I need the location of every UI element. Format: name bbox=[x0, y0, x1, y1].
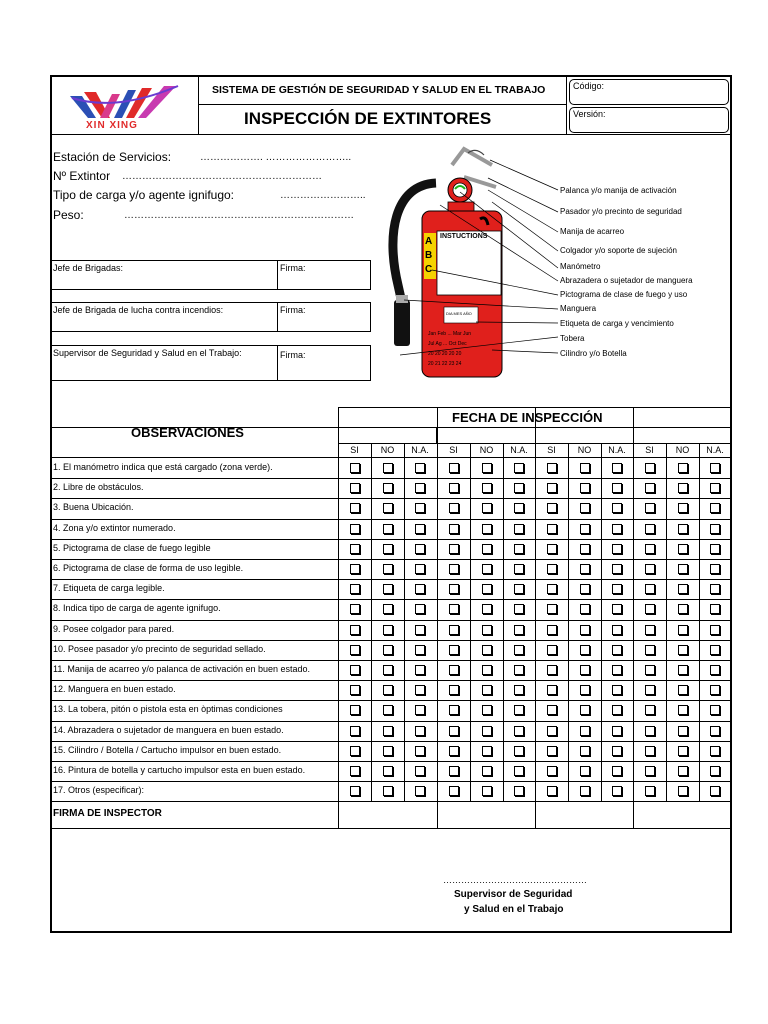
checkbox-na[interactable] bbox=[415, 625, 425, 635]
checkbox-na[interactable] bbox=[710, 685, 720, 695]
checkbox-si[interactable] bbox=[645, 625, 655, 635]
checkbox-no[interactable] bbox=[482, 746, 492, 756]
checkbox-na[interactable] bbox=[415, 645, 425, 655]
checkbox-na[interactable] bbox=[612, 645, 622, 655]
checkbox-no[interactable] bbox=[580, 786, 590, 796]
checkbox-no[interactable] bbox=[383, 604, 393, 614]
svg-text:20 20 20 20 20: 20 20 20 20 20 bbox=[428, 351, 462, 357]
checkbox-si[interactable] bbox=[547, 503, 557, 513]
checkbox-na[interactable] bbox=[514, 463, 524, 473]
checkbox-si[interactable] bbox=[350, 685, 360, 695]
supervisor-box[interactable] bbox=[51, 345, 371, 381]
diagram-leader-lines bbox=[380, 150, 570, 365]
checkbox-no[interactable] bbox=[383, 645, 393, 655]
label-manguera: Manguera bbox=[560, 304, 597, 313]
checkbox-na[interactable] bbox=[415, 786, 425, 796]
checkbox-na[interactable] bbox=[514, 604, 524, 614]
checkbox-na[interactable] bbox=[514, 685, 524, 695]
checkbox-no[interactable] bbox=[580, 665, 590, 675]
checkbox-no[interactable] bbox=[383, 503, 393, 513]
column-header-na: N.A. bbox=[411, 445, 429, 455]
label-manija: Manija de acarreo bbox=[560, 227, 625, 236]
jefe-brigadas-label: Jefe de Brigadas: bbox=[53, 263, 124, 273]
checkbox-si[interactable] bbox=[547, 463, 557, 473]
group-tick bbox=[436, 427, 437, 443]
checkbox-no[interactable] bbox=[383, 584, 393, 594]
checkbox-na[interactable] bbox=[415, 483, 425, 493]
checkbox-na[interactable] bbox=[514, 746, 524, 756]
checkbox-si[interactable] bbox=[350, 503, 360, 513]
checkbox-na[interactable] bbox=[514, 564, 524, 574]
abc-pictogram: A B C bbox=[425, 236, 433, 275]
checkbox-si[interactable] bbox=[547, 705, 557, 715]
observation-item: 3. Buena Ubicación. bbox=[53, 502, 134, 513]
checkbox-na[interactable] bbox=[514, 544, 524, 554]
checkbox-no[interactable] bbox=[678, 726, 688, 736]
checkbox-no[interactable] bbox=[580, 524, 590, 534]
checkbox-no[interactable] bbox=[383, 766, 393, 776]
checkbox-no[interactable] bbox=[678, 564, 688, 574]
checkbox-na[interactable] bbox=[710, 705, 720, 715]
checkbox-na[interactable] bbox=[415, 746, 425, 756]
checkbox-no[interactable] bbox=[678, 766, 688, 776]
label-tobera: Tobera bbox=[560, 334, 585, 343]
checkbox-si[interactable] bbox=[547, 483, 557, 493]
checkbox-si[interactable] bbox=[645, 645, 655, 655]
checkbox-na[interactable] bbox=[514, 584, 524, 594]
column-header-na: N.A. bbox=[510, 445, 528, 455]
checkbox-no[interactable] bbox=[482, 665, 492, 675]
checkbox-si[interactable] bbox=[547, 746, 557, 756]
checkbox-no[interactable] bbox=[678, 625, 688, 635]
checkbox-no[interactable] bbox=[482, 625, 492, 635]
column-header-na: N.A. bbox=[706, 445, 724, 455]
checkbox-na[interactable] bbox=[710, 544, 720, 554]
checkbox-si[interactable] bbox=[449, 665, 459, 675]
firma-label: Firma: bbox=[280, 350, 306, 360]
column-header-si: SI bbox=[645, 445, 654, 455]
observation-item: 9. Posee colgador para pared. bbox=[53, 623, 175, 634]
label-manometro: Manómetro bbox=[560, 262, 601, 271]
checkbox-si[interactable] bbox=[350, 625, 360, 635]
checkbox-si[interactable] bbox=[645, 786, 655, 796]
svg-text:Jul Ag ... Oct Dec: Jul Ag ... Oct Dec bbox=[428, 341, 467, 347]
checkbox-no[interactable] bbox=[678, 463, 688, 473]
column-header-si: SI bbox=[449, 445, 458, 455]
checkbox-na[interactable] bbox=[710, 746, 720, 756]
checkbox-no[interactable] bbox=[678, 665, 688, 675]
checkbox-na[interactable] bbox=[710, 786, 720, 796]
checkbox-na[interactable] bbox=[710, 604, 720, 614]
checkbox-si[interactable] bbox=[350, 564, 360, 574]
checkbox-si[interactable] bbox=[350, 786, 360, 796]
checkbox-no[interactable] bbox=[580, 544, 590, 554]
checkbox-na[interactable] bbox=[710, 766, 720, 776]
checkbox-na[interactable] bbox=[415, 685, 425, 695]
observation-item: 6. Pictograma de clase de forma de uso legible. bbox=[53, 563, 244, 573]
group-tick bbox=[633, 427, 634, 443]
svg-text:Jan Feb ... Mar Jun: Jan Feb ... Mar Jun bbox=[428, 331, 472, 337]
checkbox-no[interactable] bbox=[678, 786, 688, 796]
checkbox-no[interactable] bbox=[580, 726, 590, 736]
checkbox-si[interactable] bbox=[547, 604, 557, 614]
checkbox-na[interactable] bbox=[612, 786, 622, 796]
checkbox-no[interactable] bbox=[678, 503, 688, 513]
peso-label: Peso: bbox=[53, 208, 84, 222]
checkbox-si[interactable] bbox=[449, 786, 459, 796]
estacion-input[interactable]: ………………. …………………….. bbox=[200, 152, 352, 163]
checkbox-si[interactable] bbox=[449, 584, 459, 594]
checkbox-no[interactable] bbox=[580, 685, 590, 695]
footer-supervisor-line2: y Salud en el Trabajo bbox=[464, 904, 564, 915]
checkbox-na[interactable] bbox=[514, 726, 524, 736]
checkbox-si[interactable] bbox=[547, 665, 557, 675]
checkbox-no[interactable] bbox=[482, 463, 492, 473]
checkbox-no[interactable] bbox=[678, 483, 688, 493]
checkbox-no[interactable] bbox=[580, 564, 590, 574]
group-tick bbox=[535, 427, 536, 443]
checkbox-na[interactable] bbox=[710, 625, 720, 635]
checkbox-si[interactable] bbox=[350, 524, 360, 534]
checkbox-na[interactable] bbox=[710, 645, 720, 655]
checkbox-na[interactable] bbox=[415, 726, 425, 736]
checkbox-no[interactable] bbox=[383, 786, 393, 796]
observation-item: 16. Pintura de botella y cartucho impulsor esta en buen estado. bbox=[53, 765, 306, 775]
estacion-label: Estación de Servicios: bbox=[53, 150, 172, 164]
checkbox-na[interactable] bbox=[612, 685, 622, 695]
checkbox-no[interactable] bbox=[383, 746, 393, 756]
checkbox-si[interactable] bbox=[547, 544, 557, 554]
checkbox-no[interactable] bbox=[383, 665, 393, 675]
company-logo bbox=[66, 82, 182, 132]
checkbox-no[interactable] bbox=[580, 705, 590, 715]
diagram-labels bbox=[560, 186, 732, 366]
column-header-no: NO bbox=[380, 445, 395, 455]
checkbox-si[interactable] bbox=[449, 564, 459, 574]
checkbox-na[interactable] bbox=[514, 766, 524, 776]
checkbox-si[interactable] bbox=[645, 483, 655, 493]
observation-item: 10. Posee pasador y/o precinto de seguridad sellado. bbox=[53, 643, 266, 654]
document-title: INSPECCIÓN DE EXTINTORES bbox=[244, 109, 492, 128]
checkbox-no[interactable] bbox=[482, 483, 492, 493]
checkbox-na[interactable] bbox=[612, 625, 622, 635]
checkbox-si[interactable] bbox=[645, 524, 655, 534]
checkbox-na[interactable] bbox=[612, 524, 622, 534]
observation-item: 11. Manija de acarreo y/o palanca de activación en buen estado. bbox=[53, 664, 311, 674]
checkbox-no[interactable] bbox=[482, 524, 492, 534]
checkbox-si[interactable] bbox=[645, 544, 655, 554]
observation-item: 4. Zona y/o extintor numerado. bbox=[53, 522, 176, 533]
footer-signature-line[interactable]: ………………………………………… bbox=[443, 875, 587, 885]
checkbox-na[interactable] bbox=[514, 625, 524, 635]
checkbox-na[interactable] bbox=[710, 524, 720, 534]
checkbox-si[interactable] bbox=[645, 766, 655, 776]
checkbox-si[interactable] bbox=[645, 685, 655, 695]
checkbox-na[interactable] bbox=[612, 584, 622, 594]
checkbox-no[interactable] bbox=[678, 645, 688, 655]
column-header-si: SI bbox=[547, 445, 556, 455]
checkbox-na[interactable] bbox=[514, 645, 524, 655]
checkbox-no[interactable] bbox=[580, 645, 590, 655]
checkbox-si[interactable] bbox=[645, 665, 655, 675]
checkbox-si[interactable] bbox=[547, 564, 557, 574]
label-pictograma: Pictograma de clase de fuego y uso bbox=[560, 290, 688, 299]
checkbox-no[interactable] bbox=[383, 463, 393, 473]
checkbox-si[interactable] bbox=[547, 584, 557, 594]
checkbox-si[interactable] bbox=[350, 584, 360, 594]
checkbox-na[interactable] bbox=[415, 503, 425, 513]
checkbox-no[interactable] bbox=[580, 604, 590, 614]
checkbox-no[interactable] bbox=[678, 685, 688, 695]
checkbox-si[interactable] bbox=[449, 463, 459, 473]
checkbox-si[interactable] bbox=[449, 685, 459, 695]
checkbox-na[interactable] bbox=[415, 564, 425, 574]
checkbox-si[interactable] bbox=[350, 604, 360, 614]
label-pasador: Pasador y/o precinto de seguridad bbox=[560, 207, 682, 216]
checkbox-no[interactable] bbox=[482, 564, 492, 574]
checkbox-na[interactable] bbox=[415, 544, 425, 554]
label-abrazadera: Abrazadera o sujetador de manguera bbox=[560, 276, 693, 285]
checkbox-na[interactable] bbox=[710, 665, 720, 675]
checkbox-si[interactable] bbox=[645, 463, 655, 473]
checkbox-no[interactable] bbox=[580, 625, 590, 635]
checkbox-na[interactable] bbox=[612, 463, 622, 473]
checkbox-na[interactable] bbox=[415, 665, 425, 675]
checkbox-na[interactable] bbox=[612, 665, 622, 675]
logo-text: XIN XING bbox=[86, 120, 138, 131]
version-label: Versión: bbox=[573, 109, 606, 119]
checkbox-no[interactable] bbox=[383, 483, 393, 493]
label-colgador: Colgador y/o soporte de sujeción bbox=[560, 246, 677, 255]
checkbox-no[interactable] bbox=[482, 786, 492, 796]
checkbox-na[interactable] bbox=[514, 524, 524, 534]
checkbox-si[interactable] bbox=[449, 503, 459, 513]
checkbox-na[interactable] bbox=[612, 746, 622, 756]
checkbox-si[interactable] bbox=[350, 483, 360, 493]
checkbox-na[interactable] bbox=[710, 726, 720, 736]
checkbox-no[interactable] bbox=[383, 544, 393, 554]
checkbox-no[interactable] bbox=[383, 524, 393, 534]
footer-supervisor-line1: Supervisor de Seguridad bbox=[454, 889, 573, 900]
checkbox-na[interactable] bbox=[514, 483, 524, 493]
column-header-no: NO bbox=[577, 445, 592, 455]
checkbox-si[interactable] bbox=[449, 726, 459, 736]
checkbox-na[interactable] bbox=[612, 766, 622, 776]
checkbox-si[interactable] bbox=[645, 746, 655, 756]
checkbox-si[interactable] bbox=[350, 705, 360, 715]
checkbox-no[interactable] bbox=[580, 766, 590, 776]
checkbox-si[interactable] bbox=[449, 625, 459, 635]
checkbox-na[interactable] bbox=[710, 564, 720, 574]
checkbox-si[interactable] bbox=[350, 463, 360, 473]
checkbox-si[interactable] bbox=[547, 786, 557, 796]
observation-item: 12. Manguera en buen estado. bbox=[53, 684, 176, 695]
firma-inspector-line bbox=[51, 828, 731, 829]
checkbox-si[interactable] bbox=[350, 665, 360, 675]
checkbox-si[interactable] bbox=[547, 685, 557, 695]
checkbox-si[interactable] bbox=[449, 766, 459, 776]
firma-inspector-label: FIRMA DE INSPECTOR bbox=[53, 808, 162, 819]
checkbox-si[interactable] bbox=[449, 645, 459, 655]
checkbox-no[interactable] bbox=[482, 685, 492, 695]
observation-item: 2. Libre de obstáculos. bbox=[53, 482, 144, 493]
checkbox-no[interactable] bbox=[383, 705, 393, 715]
checkbox-si[interactable] bbox=[547, 766, 557, 776]
observation-item: 7. Etiqueta de carga legible. bbox=[53, 583, 165, 594]
checkbox-no[interactable] bbox=[383, 564, 393, 574]
extintor-input[interactable]: …………………………………………………… bbox=[122, 171, 322, 182]
codigo-label: Código: bbox=[573, 81, 605, 91]
checkbox-si[interactable] bbox=[645, 564, 655, 574]
checkbox-na[interactable] bbox=[710, 483, 720, 493]
peso-input[interactable]: …………………………………………………………… bbox=[124, 210, 354, 221]
row-line bbox=[51, 801, 731, 802]
checkbox-no[interactable] bbox=[678, 746, 688, 756]
system-title: SISTEMA DE GESTIÓN DE SEGURIDAD Y SALUD EN EL TRABAJO bbox=[212, 84, 546, 96]
codigo-field[interactable] bbox=[569, 79, 729, 105]
checkbox-no[interactable] bbox=[580, 483, 590, 493]
checkbox-si[interactable] bbox=[645, 503, 655, 513]
instructions-text: INSTUCTIONS bbox=[440, 233, 488, 240]
column-header-no: NO bbox=[479, 445, 494, 455]
checkbox-si[interactable] bbox=[449, 604, 459, 614]
checkbox-si[interactable] bbox=[547, 645, 557, 655]
checkbox-si[interactable] bbox=[547, 524, 557, 534]
checkbox-na[interactable] bbox=[514, 665, 524, 675]
checkbox-na[interactable] bbox=[415, 604, 425, 614]
checkbox-no[interactable] bbox=[580, 584, 590, 594]
checkbox-si[interactable] bbox=[350, 746, 360, 756]
checkbox-no[interactable] bbox=[482, 726, 492, 736]
checkbox-no[interactable] bbox=[482, 766, 492, 776]
checkbox-no[interactable] bbox=[383, 625, 393, 635]
checkbox-no[interactable] bbox=[383, 726, 393, 736]
checkbox-no[interactable] bbox=[482, 584, 492, 594]
carga-input[interactable]: …………………….. bbox=[280, 190, 366, 201]
checkbox-si[interactable] bbox=[350, 726, 360, 736]
checkbox-no[interactable] bbox=[482, 604, 492, 614]
checkbox-na[interactable] bbox=[514, 705, 524, 715]
checkbox-no[interactable] bbox=[482, 544, 492, 554]
header-divider-left bbox=[198, 76, 199, 135]
checkbox-si[interactable] bbox=[449, 746, 459, 756]
checkbox-si[interactable] bbox=[547, 726, 557, 736]
carga-label: Tipo de carga y/o agente ignifugo: bbox=[53, 188, 235, 202]
checkbox-no[interactable] bbox=[678, 604, 688, 614]
checkbox-na[interactable] bbox=[612, 544, 622, 554]
checkbox-si[interactable] bbox=[645, 604, 655, 614]
jefe-brigadas-box[interactable] bbox=[51, 260, 371, 290]
header-mid-line bbox=[198, 104, 566, 105]
column-header-si: SI bbox=[350, 445, 359, 455]
observation-item: 14. Abrazadera o sujetador de manguera en buen estado. bbox=[53, 724, 284, 735]
extintor-label: Nº Extintor bbox=[53, 169, 111, 183]
observaciones-header: OBSERVACIONES bbox=[131, 425, 244, 440]
checkbox-si[interactable] bbox=[350, 766, 360, 776]
checkbox-no[interactable] bbox=[482, 705, 492, 715]
checkbox-si[interactable] bbox=[645, 726, 655, 736]
version-field[interactable] bbox=[569, 107, 729, 133]
checkbox-no[interactable] bbox=[482, 645, 492, 655]
checkbox-na[interactable] bbox=[612, 726, 622, 736]
observation-item: 1. El manómetro indica que está cargado (zona verde). bbox=[53, 462, 273, 472]
checkbox-no[interactable] bbox=[482, 503, 492, 513]
svg-text:20 21 22 23 24: 20 21 22 23 24 bbox=[428, 361, 462, 367]
observation-item: 17. Otros (especificar): bbox=[53, 785, 145, 796]
group-tick bbox=[731, 427, 732, 443]
checkbox-no[interactable] bbox=[580, 503, 590, 513]
checkbox-na[interactable] bbox=[415, 705, 425, 715]
checkbox-na[interactable] bbox=[415, 766, 425, 776]
checkbox-na[interactable] bbox=[710, 463, 720, 473]
checkbox-na[interactable] bbox=[415, 463, 425, 473]
fecha-inspeccion-header: FECHA DE INSPECCIÓN bbox=[452, 410, 603, 425]
checkbox-no[interactable] bbox=[580, 746, 590, 756]
checkbox-na[interactable] bbox=[612, 705, 622, 715]
checkbox-no[interactable] bbox=[580, 463, 590, 473]
checkbox-na[interactable] bbox=[612, 483, 622, 493]
checkbox-no[interactable] bbox=[678, 584, 688, 594]
label-cilindro: Cilindro y/o Botella bbox=[560, 349, 627, 358]
header-bottom-line bbox=[51, 134, 731, 135]
checkbox-na[interactable] bbox=[514, 786, 524, 796]
checkbox-na[interactable] bbox=[612, 503, 622, 513]
checkbox-no[interactable] bbox=[383, 685, 393, 695]
checkbox-na[interactable] bbox=[612, 564, 622, 574]
supervisor-label: Supervisor de Seguridad y Salud en el Trabajo: bbox=[53, 348, 242, 358]
checkbox-si[interactable] bbox=[350, 544, 360, 554]
label-palanca: Palanca y/o manija de activación bbox=[560, 186, 677, 195]
tag-text: DIA MES AÑO bbox=[446, 311, 472, 316]
checkbox-na[interactable] bbox=[710, 503, 720, 513]
checkbox-si[interactable] bbox=[449, 544, 459, 554]
observation-item: 8. Indica tipo de carga de agente ignifugo. bbox=[53, 603, 221, 614]
checkbox-na[interactable] bbox=[514, 503, 524, 513]
observation-item: 5. Pictograma de clase de fuego legible bbox=[53, 542, 211, 553]
checkbox-si[interactable] bbox=[350, 645, 360, 655]
checkbox-no[interactable] bbox=[678, 544, 688, 554]
header-divider-right bbox=[566, 76, 567, 135]
label-etiqueta: Etiqueta de carga y vencimiento bbox=[560, 319, 674, 328]
checkbox-na[interactable] bbox=[612, 604, 622, 614]
observation-item: 13. La tobera, pitón o pistola esta en òptimas condiciones bbox=[53, 704, 283, 715]
checkbox-si[interactable] bbox=[449, 705, 459, 715]
checkbox-na[interactable] bbox=[415, 584, 425, 594]
checkbox-si[interactable] bbox=[449, 524, 459, 534]
checkbox-si[interactable] bbox=[547, 625, 557, 635]
column-header-no: NO bbox=[675, 445, 690, 455]
jefe-lucha-label: Jefe de Brigada de lucha contra incendios: bbox=[53, 305, 224, 315]
checkbox-na[interactable] bbox=[710, 584, 720, 594]
checkbox-no[interactable] bbox=[678, 524, 688, 534]
firma-label: Firma: bbox=[280, 263, 306, 273]
jefe-lucha-box[interactable] bbox=[51, 302, 371, 332]
checkbox-si[interactable] bbox=[645, 584, 655, 594]
checkbox-no[interactable] bbox=[678, 705, 688, 715]
column-header-na: N.A. bbox=[608, 445, 626, 455]
checkbox-si[interactable] bbox=[449, 483, 459, 493]
checkbox-na[interactable] bbox=[415, 524, 425, 534]
observation-item: 15. Cilindro / Botella / Cartucho impulsor en buen estado. bbox=[53, 744, 282, 755]
checkbox-si[interactable] bbox=[645, 705, 655, 715]
firma-label: Firma: bbox=[280, 305, 306, 315]
